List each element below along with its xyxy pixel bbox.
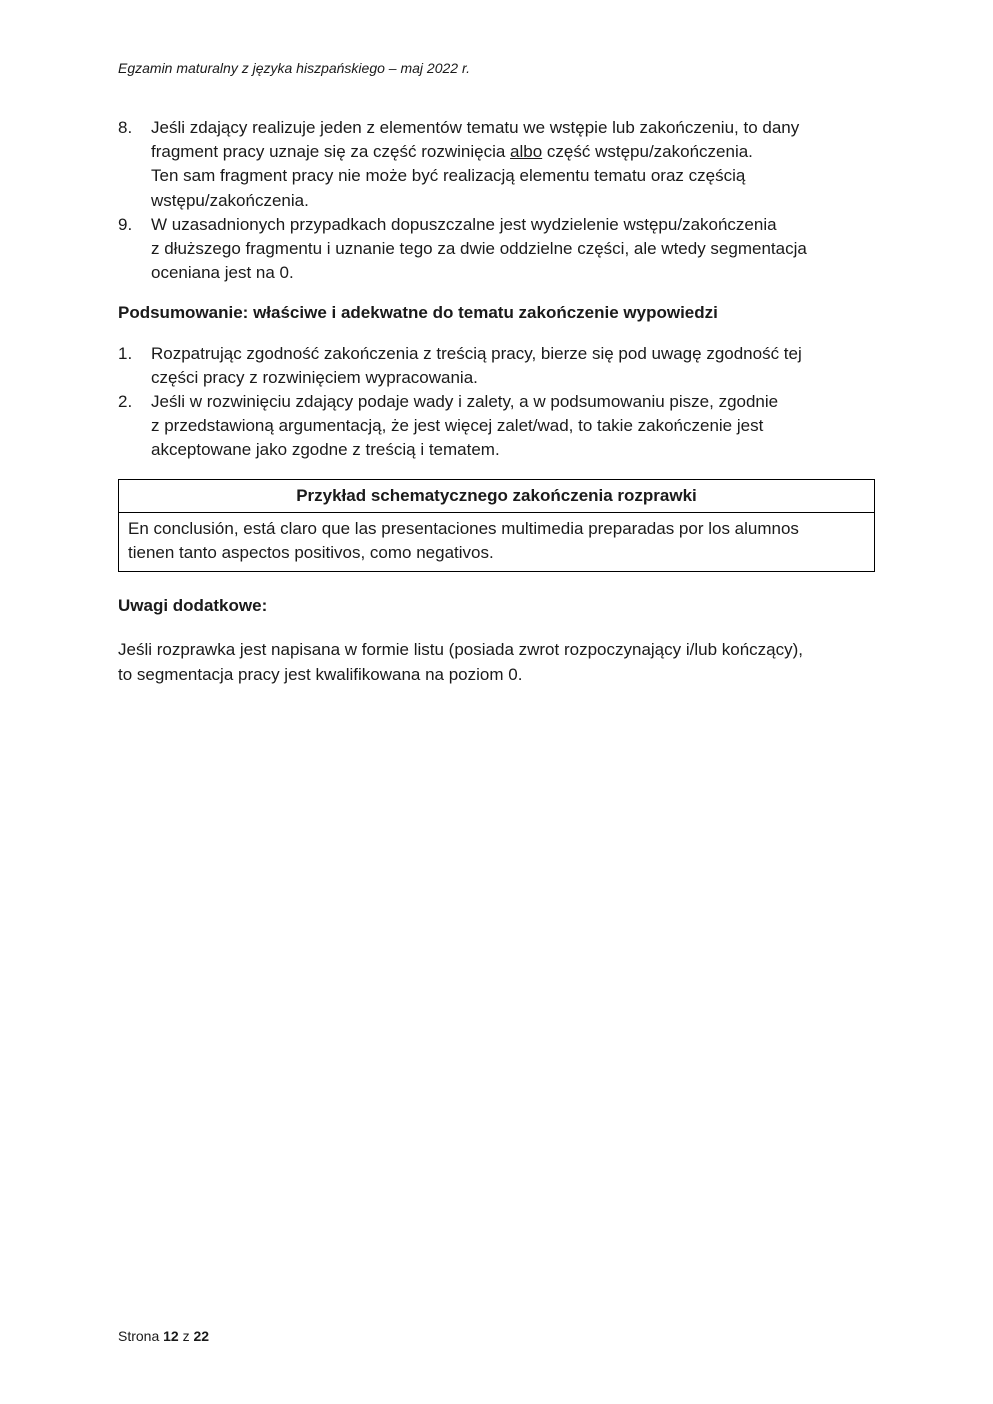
list-item-number: 2. [118, 392, 133, 412]
text-line: Ten sam fragment pracy nie może być realizacją elementu tematu oraz częścią [151, 166, 746, 186]
page-label: Strona [118, 1328, 164, 1344]
example-box-title: Przykład schematycznego zakończenia rozprawki [119, 480, 874, 513]
list-item [118, 213, 875, 286]
example-box-body [119, 513, 874, 571]
text-line: W uzasadnionych przypadkach dopuszczalne jest wydzielenie wstępu/zakończenia [151, 214, 777, 234]
text-line: akceptowane jako zgodne z treścią i tematem. [151, 440, 500, 460]
list-item-text [151, 342, 875, 390]
summary-list [118, 342, 875, 463]
page-footer [118, 1327, 209, 1345]
text-line: tienen tanto aspectos positivos, como negativos. [128, 543, 494, 563]
list-item-text [151, 390, 875, 463]
text-line: Rozpatrując zgodność zakończenia z treścią pracy, bierze się pod uwagę zgodność tej [151, 343, 802, 363]
list-item [118, 342, 875, 390]
text-line: część wstępu/zakończenia. [542, 142, 753, 162]
text-line: Jeśli w rozwinięciu zdający podaje wady i zalety, a w podsumowaniu pisze, zgodnie [151, 392, 779, 412]
remarks-heading: Uwagi dodatkowe: [118, 596, 268, 616]
summary-heading: Podsumowanie: właściwe i adekwatne do tematu zakończenie wypowiedzi [118, 303, 718, 323]
list-item-number: 8. [118, 118, 133, 137]
current-page-number: 12 [163, 1328, 179, 1344]
remarks-paragraph [118, 638, 875, 686]
list-item-number: 1. [118, 343, 133, 363]
text-line: Jeśli zdający realizuje jeden z elementów tematu we wstępie lub zakończeniu, to dany [151, 118, 800, 137]
page-separator: z [178, 1328, 194, 1344]
text-line: oceniana jest na 0. [151, 263, 294, 283]
list-item [118, 116, 875, 213]
page-header: Egzamin maturalny z języka hiszpańskiego – maj 2022 r. [118, 60, 470, 76]
text-line: to segmentacja pracy jest kwalifikowana na poziom 0. [118, 664, 523, 684]
text-line: wstępu/zakończenia. [151, 190, 309, 210]
text-line: z dłuższego fragmentu i uznanie tego za dwie oddzielne części, ale wtedy segmentacja [151, 239, 807, 259]
underlined-word: albo [510, 142, 543, 162]
text-line: fragment pracy uznaje się za część rozwinięcia [151, 142, 511, 162]
example-box [118, 479, 875, 573]
text-line: z przedstawioną argumentacją, że jest więcej zalet/wad, to takie zakończenie jest [151, 416, 764, 436]
list-item-text [151, 213, 875, 286]
page-content [118, 116, 875, 687]
text-line: En conclusión, está claro que las presentaciones multimedia preparadas por los alumnos [128, 518, 799, 538]
list-item-number: 9. [118, 214, 133, 234]
text-line: Jeśli rozprawka jest napisana w formie listu (posiada zwrot rozpoczynający i/lub kończący), [118, 640, 804, 660]
total-pages-number: 22 [193, 1328, 210, 1344]
text-line: części pracy z rozwinięciem wypracowania. [151, 367, 478, 387]
list-item [118, 390, 875, 463]
rules-list [118, 116, 875, 285]
list-item-text [151, 116, 875, 213]
